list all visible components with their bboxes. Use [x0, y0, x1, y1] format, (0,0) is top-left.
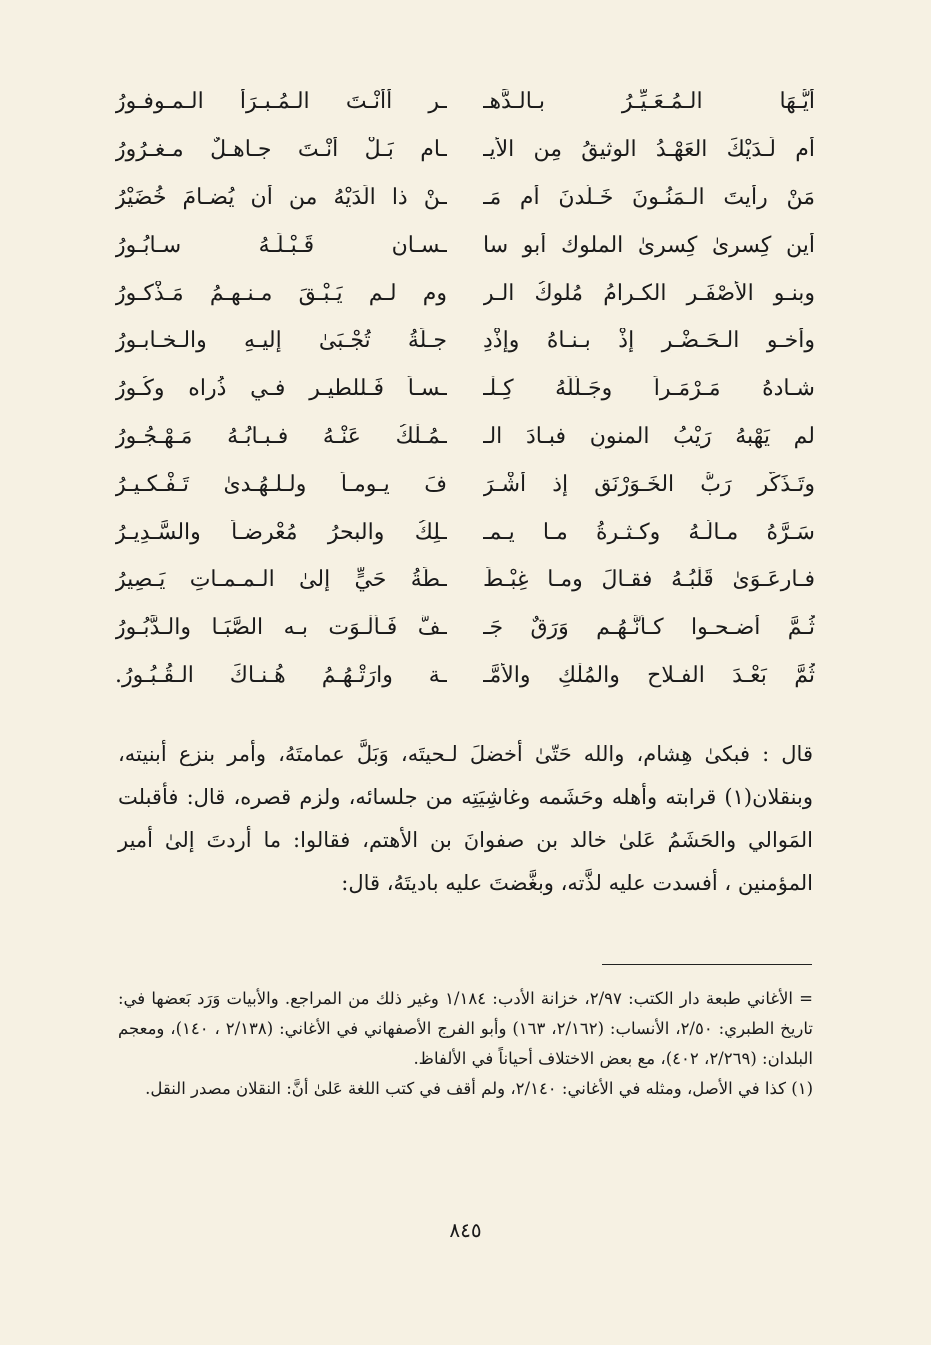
verse-second-hemistich: ـطَةُ حَيٍّ إلىٰ الـمـمـاتِ يَـصِيرُ [115, 567, 447, 593]
verse [115, 652, 815, 700]
verse-second-hemistich: ـة وارَتْـهُـمُ هُـنـاكَ الـقُـبُـورُ. [115, 662, 447, 688]
verse-first-hemistich: أين كِسرىٰ كِسرىٰ الملوك أبو سا [483, 232, 815, 258]
verse [115, 174, 815, 222]
prose-text: قال : فبكىٰ هِشام، والله حَتّىٰ أخضلَ لـحيتَه، وَبَلَّ عمامتَهُ، وأمر بنزع أبنيته، وبنقلان(١) قرابته وأهله وحَشَمه وغاشِيَتِه من جلسائه، ولزم قصره، قال: فأقبلت المَوالي والحَشَمُ عَلىٰ خالد بن صفوانَ بن الأهتم، فقالوا: ما أردتَ إلىٰ أمير المؤمنين ، أفسدت عليه لذَّته، وبغَّضتَ عليه باديتَهُ، قال: [118, 742, 813, 895]
verse-second-hemistich: ـسـاً فَـللطيـر فـي ذُراه وكُـورُ [115, 376, 447, 402]
prose-paragraph [118, 733, 813, 905]
verse-second-hemistich: جـلَةُ تُجْـبَىٰ إليـهِ والـخـابـورُ [115, 328, 447, 354]
verse [115, 317, 815, 365]
verse-first-hemistich: وبنـو الأَصْفَـر الكـرامُ مُلوكُ الـر [483, 280, 815, 306]
verse-first-hemistich: شـادهُ مَـرْمَـراً وجَـلَّلَهُ كِـلْـ [483, 376, 815, 402]
verse-first-hemistich: لم يَهْبهُ رَيْبُ المنونِ فبـادَ الـ [483, 423, 815, 449]
page-number: ٨٤٥ [449, 1218, 482, 1242]
verse [115, 556, 815, 604]
poem [115, 78, 815, 699]
verse-first-hemistich: أم لَـدَيْكَ العَهْـدُ الوثيقُ مِن الأيـ [483, 137, 815, 163]
verse-second-hemistich: ـامِ بَـلْ أَنْـتَ جـاهـلٌ مـغـرُورُ [115, 137, 447, 163]
verse [115, 365, 815, 413]
verse-first-hemistich: ثُـمَّ أضـحـوا كـأَنَّـهُـم وَرَقٌ جَـ [483, 615, 815, 641]
verse-second-hemistich: ـسـان قَـبْـلَـهُ سـابُـورُ [115, 232, 447, 258]
verse-second-hemistich: ـنْ ذا الَدَيْهُ من أن يُضـامَ خُضَيْرُ [115, 184, 447, 210]
verse [115, 460, 815, 508]
verse-first-hemistich: ثُمَّ بَعْـدَ الفـلاحِ والمُلْكِ والأمَّـ [483, 662, 815, 688]
verse-first-hemistich: سَـرَّهُ مـالُـهُ وكـثـرةُ مـا يـمـ [483, 519, 815, 545]
verse-second-hemistich: ـرِ أأَنْـتَ الـمُـبـرَأُ الـمـوفـورُ [115, 89, 447, 115]
verse [115, 508, 815, 556]
verse-second-hemistich: ـفَّ فَـألْـوَت بـه الصَّبَـا والـدَّبُـورُ [115, 615, 447, 641]
verse [115, 126, 815, 174]
verse-second-hemistich: ـمُـلْكُ عَنْـهُ فـبـابُـهُ مَـهْـجُـورُ [115, 423, 447, 449]
verse [115, 221, 815, 269]
footnote-continuation: = الأغاني طبعة دار الكتب: ٢/٩٧، خزانة الأدب: ١/١٨٤ وغير ذلك من المراجع. والأبيات وَرَد بَعضها في: تاريخ الطبري: ٢/٥٠، الأنساب: (٢/١٦٢، ١٦٣) وأبو الفرج الأصفهاني في الأغاني: (٢/١٣٨ ، ١٤٠)، ومعجم البلدان: (٢/٢٦٩، ٤٠٢)، مع بعض الاختلاف أحياناً في الألفاظ. [118, 989, 814, 1068]
footnote-1: (١) كذا في الأصل، ومثله في الأغاني: ٢/١٤٠، ولم أقف في كتب اللغة عَلىٰ أنَّ: النقلان مصدر النقل. [145, 1079, 813, 1098]
verse-first-hemistich: وأخـو الـحَـضْـرِ إذْ بـنـاهُ وإذْدِ [483, 328, 815, 354]
footnote-separator [602, 964, 812, 965]
verse-first-hemistich: أَيُّـهَا الـمُـعَـيِّـرُ بـالـدَّهـ [483, 89, 815, 115]
verse [115, 413, 815, 461]
verse-second-hemistich: فَ يـومـاً ولـلـهُـدىٰ تَـفْـكـيـرُ [115, 471, 447, 497]
verse-first-hemistich: مَنْ رأيتَ الـمَنُـونَ خَـلَّدنَ أم مَـ [483, 184, 815, 210]
verse-first-hemistich: فـارعَـوَىٰ قَلْبُـهُ فقـالَ ومـا غِبْـطَ [483, 567, 815, 593]
verse [115, 604, 815, 652]
verse-second-hemistich: ـلِكُ والبحرُ مُعْرضـاً والسَّـدِيـرُ [115, 519, 447, 545]
verse-first-hemistich: وتَـذَكَّر رَبُّ الخَـوَرْنَق إذ أشْـرَ [483, 471, 815, 497]
footnotes [118, 984, 813, 1104]
verse [115, 269, 815, 317]
verse-second-hemistich: وم لـم يَـبْـقَ مـنـهـمُ مَـذْكـورُ [115, 280, 447, 306]
verse [115, 78, 815, 126]
